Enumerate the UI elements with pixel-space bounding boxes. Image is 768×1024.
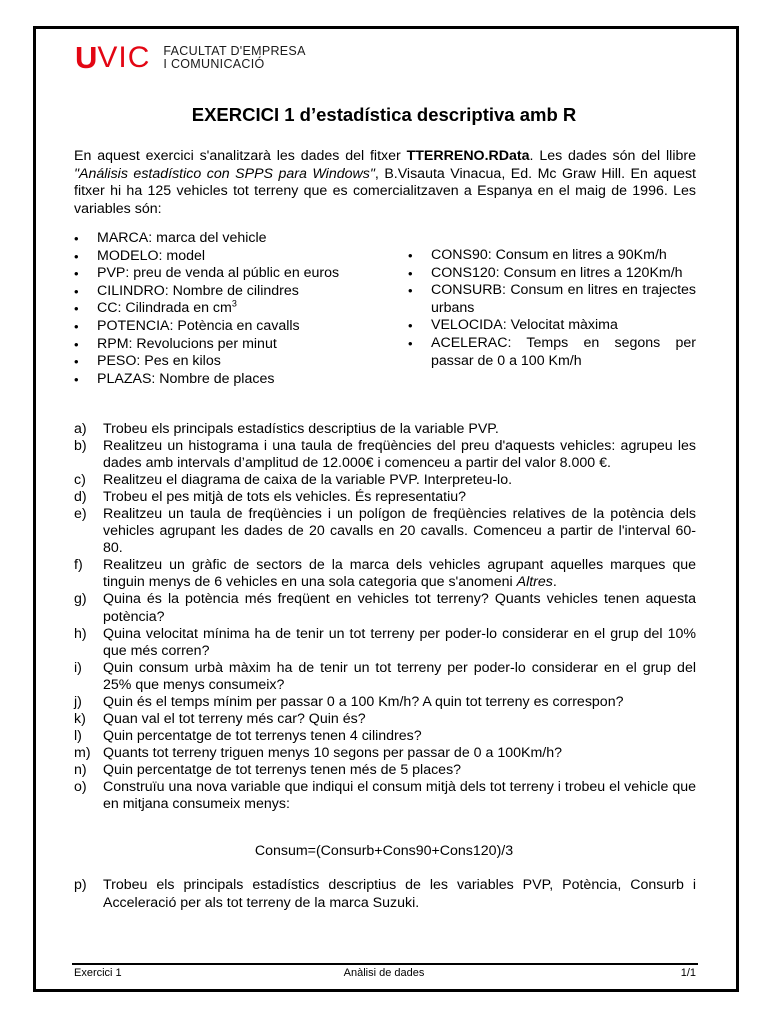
consum-formula: Consum=(Consurb+Cons90+Cons120)/3 <box>254 843 514 859</box>
footer-subject: Anàlisi de dades <box>343 967 425 979</box>
intro-file-name: TTERRENO.RData <box>406 148 530 164</box>
question-item <box>74 728 696 745</box>
variable-text: PLAZAS: Nombre de places <box>97 370 275 387</box>
question-letter: o) <box>74 778 87 795</box>
question-item <box>74 762 696 779</box>
variable-text: MARCA: marca del vehicle <box>97 230 267 246</box>
variable-item <box>74 371 394 389</box>
variable-text: CILINDRO: Nombre de cilindres <box>97 282 299 299</box>
variable-item <box>408 282 696 317</box>
questions-list <box>74 421 696 813</box>
bullet-icon: • <box>74 301 79 317</box>
question-item <box>74 779 696 813</box>
bullet-icon: • <box>74 283 79 299</box>
question-item <box>74 660 696 694</box>
variables-list-left <box>74 230 394 388</box>
question-text: Quin consum urbà màxim ha de tenir un tot terreny per poder-lo considerar en el grup del 25% que menys consumeix? <box>103 659 696 693</box>
question-italic: Altres <box>516 574 553 591</box>
question-item <box>74 711 696 728</box>
bullet-icon: • <box>74 354 79 370</box>
question-text: Trobeu el pes mitjà de tots els vehicles. És representatiu? <box>103 489 467 506</box>
question-letter: k) <box>74 710 86 727</box>
variable-text: CONSURB: Consum en litres en trajectes urbans <box>431 282 696 316</box>
variable-text: POTENCIA: Potència en cavalls <box>97 317 300 334</box>
variable-item <box>74 318 394 336</box>
question-letter: b) <box>74 438 87 455</box>
question-text: Quin percentatge de tot terrenys tenen 4 cilindres? <box>103 727 422 744</box>
uvic-logo <box>75 40 306 75</box>
bullet-icon: • <box>74 318 79 334</box>
variable-item <box>408 335 696 370</box>
variable-text: CONS120: Consum en litres a 120Km/h <box>431 264 683 281</box>
bullet-icon: • <box>408 335 413 351</box>
variable-item <box>74 353 394 371</box>
question-text: Realitzeu el diagrama de caixa de la variable PVP. Interpreteu-lo. <box>103 472 513 489</box>
question-letter: c) <box>74 472 86 489</box>
question-item <box>74 745 696 762</box>
question-text: Realitzeu un taula de freqüències i un polígon de freqüències relatives de la potència dels vehicles agrupant les dades de 20 cavalls en 20 cavalls. Comenceu a partir de l'interval 60-80. <box>103 506 696 557</box>
question-item <box>74 557 696 591</box>
question-letter: d) <box>74 489 87 506</box>
question-text: Quants tot terreny triguen menys 10 segons per passar de 0 a 100Km/h? <box>103 744 562 761</box>
intro-text-3: , B.Visauta Vinacua, Ed. Mc Graw Hill. En aquest fitxer hi ha 125 vehicles tot terreny que es comercialitzaven a Espanya en el maig de 1996. Les variables són: <box>74 165 696 217</box>
question-letter: j) <box>74 693 82 710</box>
question-letter: m) <box>74 744 91 761</box>
question-item <box>74 489 696 506</box>
question-letter: f) <box>74 557 83 574</box>
bullet-icon: • <box>74 248 79 264</box>
intro-text-2: . Les dades són del llibre <box>529 148 696 164</box>
variable-item <box>74 300 394 318</box>
page-title: EXERCICI 1 d’estadística descriptiva amb R <box>191 104 577 125</box>
variable-text: MODELO: model <box>97 247 206 264</box>
bullet-icon: • <box>74 231 79 246</box>
variable-text: PVP: preu de venda al públic en euros <box>97 265 340 282</box>
question-text: Realitzeu un gràfic de sectors de la marca dels vehicles agrupant aquelles marques que tinguin menys de 6 vehicles en una sola categoria que s'anomeni <box>103 557 696 591</box>
question-letter: e) <box>74 506 87 523</box>
question-letter: h) <box>74 625 87 642</box>
question-item <box>74 694 696 711</box>
variable-text: ACELERAC: Temps en segons per passar de 0 a 100 Km/h <box>431 334 696 369</box>
footer-page-number: 1/1 <box>680 967 696 979</box>
variable-item <box>74 336 394 354</box>
question-text: Quan val el tot terreny més car? Quin és? <box>103 710 366 727</box>
variable-item <box>408 247 696 265</box>
question-letter: n) <box>74 761 87 778</box>
bullet-icon: • <box>408 265 413 281</box>
intro-paragraph <box>74 148 696 218</box>
question-text: Quina és la potència més freqüent en vehicles tot terreny? Quants vehicles tenen aquesta potència? <box>103 591 696 625</box>
bullet-icon: • <box>408 248 413 263</box>
question-text: Quin és el temps mínim per passar 0 a 100 Km/h? A quin tot terreny es correspon? <box>103 693 624 710</box>
variable-item <box>408 265 696 283</box>
bullet-icon: • <box>74 371 79 387</box>
question-item <box>74 506 696 557</box>
question-text: Quina velocitat mínima ha de tenir un tot terreny per poder-lo considerar en el grup del 10% que més corren? <box>103 625 696 659</box>
footer-divider <box>72 963 698 965</box>
question-text: Trobeu els principals estadístics descriptius de la variable PVP. <box>103 421 499 437</box>
question-text: Trobeu els principals estadístics descriptius de les variables PVP, Potència, Consurb i Acceleració per als tot terreny de la marca Suzuki. <box>103 877 696 911</box>
variable-item <box>74 248 394 266</box>
question-text-end: . <box>552 574 557 591</box>
question-letter: i) <box>74 659 82 676</box>
variable-text: CONS90: Consum en litres a 90Km/h <box>431 247 667 263</box>
variable-item <box>74 230 394 248</box>
variables-list-right <box>408 247 696 370</box>
question-item <box>74 626 696 660</box>
variable-text: VELOCIDA: Velocitat màxima <box>431 317 618 334</box>
question-text: Realitzeu un histograma i una taula de freqüències del preu d'aquests vehicles: agrupeu les dades amb intervals d’amplitud de 12.000€ i comenceu a partir del valor 8.000 €. <box>103 438 696 472</box>
question-letter: g) <box>74 591 87 608</box>
variable-item <box>74 265 394 283</box>
bullet-icon: • <box>408 318 413 334</box>
question-item <box>74 877 696 912</box>
faculty-name-line2: I COMUNICACIÓ <box>163 57 265 71</box>
intro-text-1: En aquest exercici s'analitzarà les dades del fitxer <box>74 148 407 164</box>
bullet-icon: • <box>74 266 79 282</box>
variable-item <box>408 317 696 335</box>
question-item <box>74 591 696 625</box>
logo-mark-vic: VIC <box>97 41 151 74</box>
questions-list-final <box>74 877 696 912</box>
variable-text: RPM: Revolucions per minut <box>97 335 277 352</box>
bullet-icon: • <box>74 336 79 352</box>
bullet-icon: • <box>408 283 413 299</box>
question-letter: p) <box>74 877 87 893</box>
question-text: Quin percentatge de tot terrenys tenen més de 5 places? <box>103 761 462 778</box>
question-text: Construïu una nova variable que indiqui el consum mitjà dels tot terreny i trobeu el vehicle que en mitjana consumeix menys: <box>103 778 696 813</box>
uvic-logo-mark <box>75 40 151 75</box>
intro-book-title: "Análisis estadístico con SPPS para Windows" <box>74 165 375 182</box>
logo-mark-u: U <box>75 40 97 75</box>
question-letter: l) <box>74 727 82 744</box>
faculty-name <box>163 45 305 72</box>
question-item <box>74 421 696 438</box>
variable-text: CC: Cilindrada en cm <box>97 300 232 317</box>
question-letter: a) <box>74 421 87 437</box>
question-item <box>74 472 696 489</box>
superscript: 3 <box>231 298 237 309</box>
variable-text: PESO: Pes en kilos <box>97 353 221 370</box>
faculty-name-line1: FACULTAT D'EMPRESA <box>163 43 306 58</box>
footer-exercise: Exercici 1 <box>74 967 122 979</box>
question-item <box>74 438 696 472</box>
